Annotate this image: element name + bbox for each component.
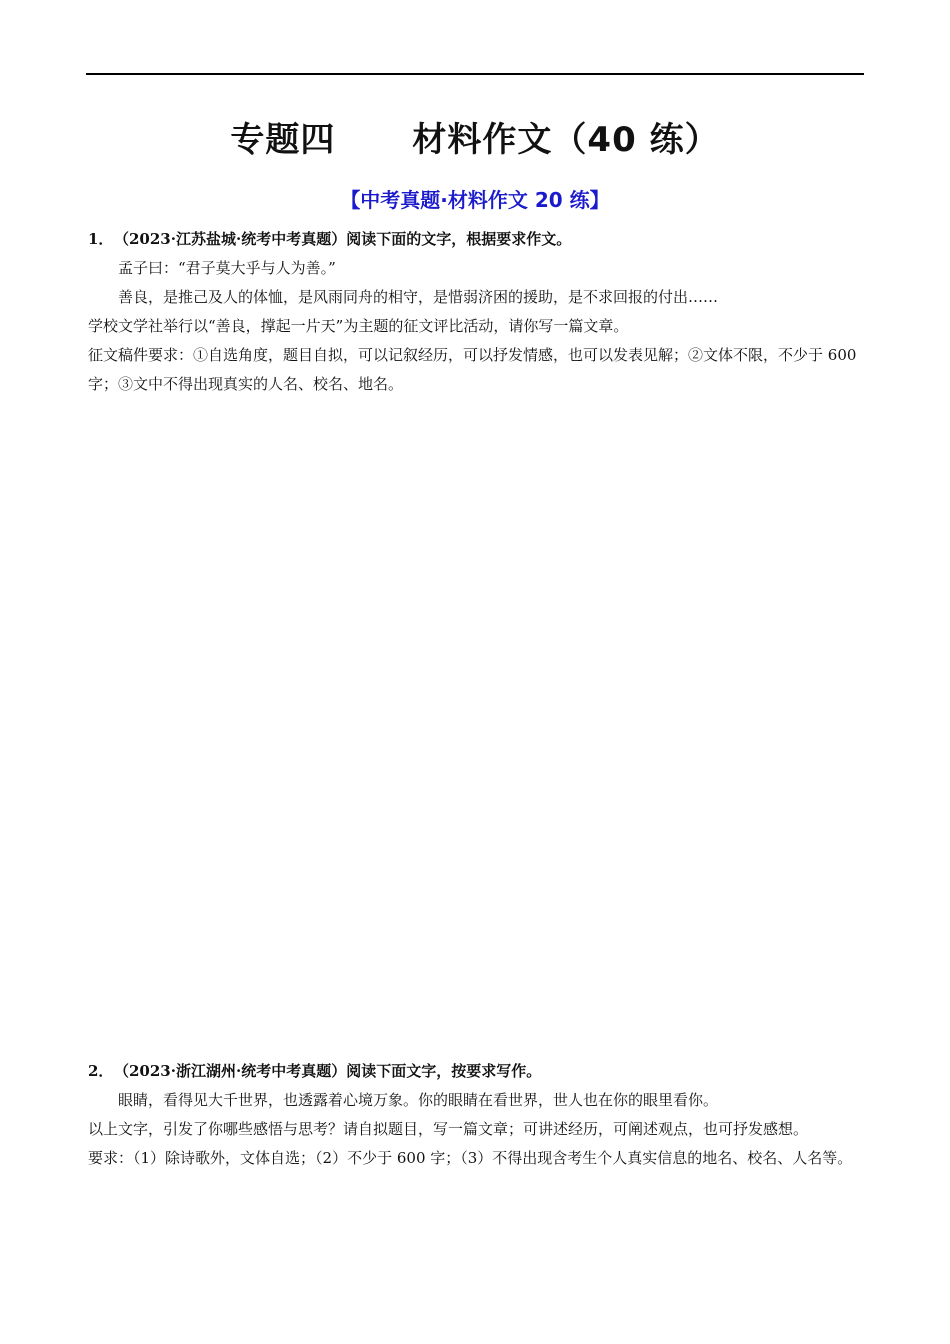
- question-1-quote: 孟子曰：“君子莫大乎与人为善。”: [118, 259, 336, 277]
- section-title: 【中考真题·材料作文 20 练】: [340, 188, 610, 212]
- question-1-task: 学校文学社举行以“善良，撑起一片天”为主题的征文评比活动，请你写一篇文章。: [88, 317, 629, 335]
- question-2-requirements: 要求：（1）除诗歌外，文体自选；（2）不少于 600 字；（3）不得出现含考生个人真实信息的地名、校名、人名等。: [88, 1149, 853, 1167]
- question-2-task: 以上文字，引发了你哪些感悟与思考？请自拟题目，写一篇文章；可讲述经历，可阐述观点，也可抒发感想。: [88, 1120, 809, 1138]
- question-1-material: 善良，是推己及人的体恤，是风雨同舟的相守，是惜弱济困的援助，是不求回报的付出……: [118, 288, 719, 306]
- question-2-heading-text: （2023·浙江湖州·统考中考真题）阅读下面文字，按要求写作。: [114, 1062, 542, 1080]
- document-title: 专题四 材料作文（40 练）: [230, 120, 720, 160]
- question-1-heading: [88, 225, 868, 254]
- question-1: [88, 225, 868, 399]
- question-1-requirements: 征文稿件要求：①自选角度，题目自拟，可以记叙经历，可以抒发情感，也可以发表见解；②文体不限，不少于 600 字；③文中不得出现真实的人名、校名、地名。: [88, 346, 857, 393]
- question-2-heading: [88, 1057, 868, 1086]
- question-1-heading-text: （2023·江苏盐城·统考中考真题）阅读下面的文字，根据要求作文。: [114, 230, 572, 248]
- header-rule: [86, 73, 864, 75]
- question-2-material: 眼睛，看得见大千世界，也透露着心境万象。你的眼睛在看世界，世人也在你的眼里看你。: [118, 1091, 719, 1109]
- question-1-number: 1．: [88, 230, 114, 248]
- question-2-number: 2．: [88, 1062, 114, 1080]
- question-2: [88, 1057, 868, 1173]
